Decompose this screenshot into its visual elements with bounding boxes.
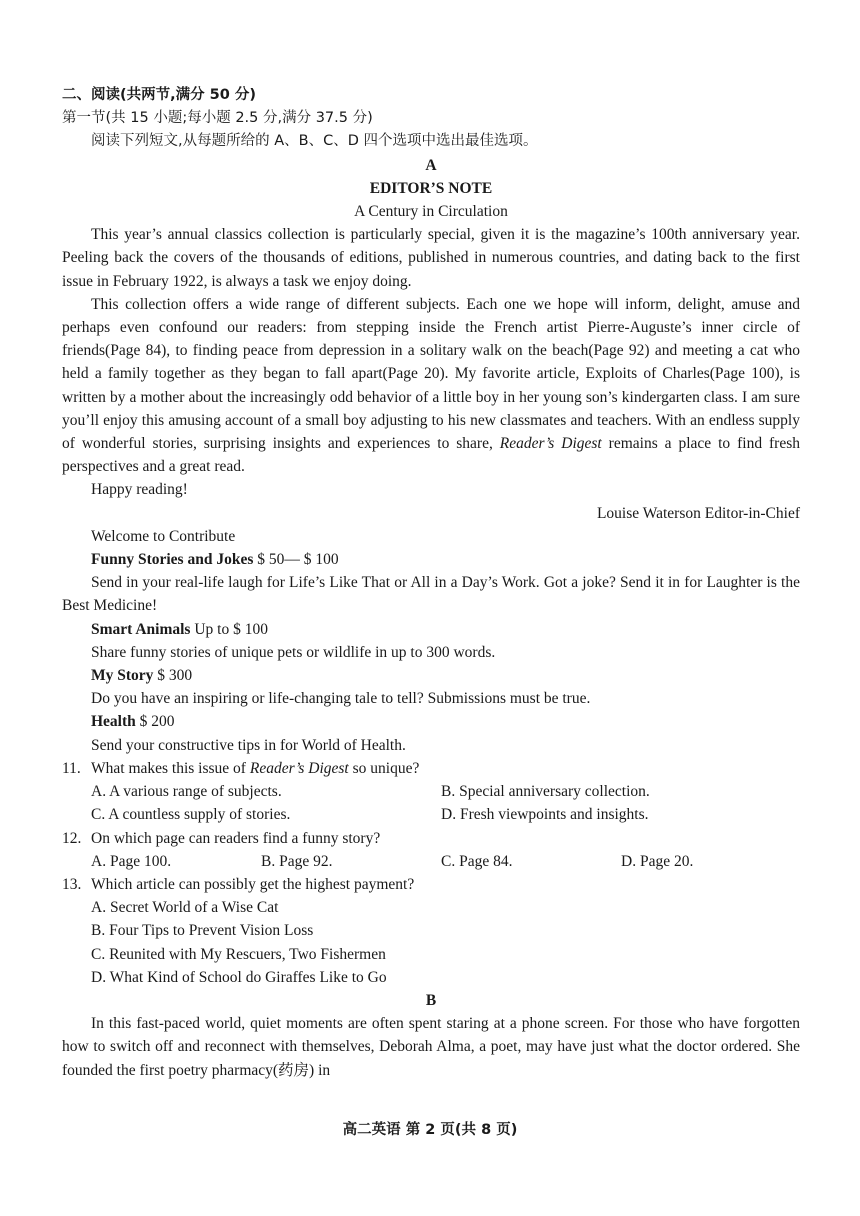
passage-a-letter: A (425, 156, 437, 174)
exam-page (62, 84, 800, 1082)
contribute-item-heading: Funny Stories and Jokes $ 50— $ 100 (91, 551, 339, 569)
question-11-options (62, 780, 800, 826)
option-c: C. A countless supply of stories. (91, 806, 291, 824)
question-13-options (62, 896, 800, 989)
contribute-item-desc: Send in your real-life laugh for Life’s Like That or All in a Day’s Work. Got a joke? Send it in for Laughter is the Best Medicine! (62, 574, 800, 615)
question-stem: Which article can possibly get the highest payment? (91, 875, 415, 893)
question-number: 11. (62, 759, 81, 777)
option-b: B. Page 92. (261, 852, 333, 870)
passage-b-letter: B (425, 991, 437, 1009)
option-d: D. Fresh viewpoints and insights. (441, 806, 649, 824)
option-d: D. Page 20. (621, 852, 694, 870)
contribute-item-desc: Send your constructive tips in for World of Health. (91, 736, 406, 754)
question-number: 13. (62, 875, 82, 893)
contribute-title: Welcome to Contribute (91, 527, 236, 545)
passage-a-paragraph-2: This collection offers a wide range of different subjects. Each one we hope will inform, delight, amuse and perhaps even confound our readers: from stepping inside the French artist Pierre-Auguste’s inner circle of friends(Page 84), to finding peace from depression in a solitary walk on the beach(Page 92) and meeting a cat who held a family together as they began to fall apart(Page 20). My favorite article, Exploits of Charles(Page 100), is written by a mother about the increasingly odd behavior of a little boy in her young son’s kindergarten class. I am sure you’ll enjoy this amusing account of a small boy adjusting to his new classmates and teachers. With an endless supply of wonderful stories, surprising insights and experiences to share, Reader’s Digest remains a place to find fresh perspectives and a great read. (62, 295, 801, 476)
question-stem: On which page can readers find a funny story? (91, 829, 381, 847)
option-c: C. Reunited with My Rescuers, Two Fishermen (91, 945, 386, 963)
question-13 (62, 873, 800, 896)
option-a: A. A various range of subjects. (91, 783, 282, 801)
passage-a-title: EDITOR’S NOTE (369, 179, 493, 197)
instruction-text: 阅读下列短文,从每题所给的 A、B、C、D 四个选项中选出最佳选项。 (91, 133, 538, 150)
question-stem: What makes this issue of Reader’s Digest so unique? (91, 759, 420, 777)
question-12 (62, 827, 800, 850)
option-a: A. Secret World of a Wise Cat (91, 899, 279, 917)
passage-a-subtitle: A Century in Circulation (354, 203, 508, 221)
option-b: B. Special anniversary collection. (441, 783, 650, 801)
contribute-item-heading: Smart Animals Up to $ 100 (91, 620, 268, 638)
closing-line: Happy reading! (91, 481, 188, 499)
question-number: 12. (62, 829, 82, 847)
contribute-item-desc: Do you have an inspiring or life-changing tale to tell? Submissions must be true. (91, 690, 591, 708)
magazine-name: Reader’s Digest (499, 435, 602, 453)
contribute-item-heading: Health $ 200 (91, 713, 175, 731)
subsection-heading: 第一节(共 15 小题;每小题 2.5 分,满分 37.5 分) (62, 110, 373, 127)
option-c: C. Page 84. (441, 852, 513, 870)
passage-a-paragraph-1: This year’s annual classics collection is particularly special, given it is the magazine’s 100th anniversary year. Peeling back the covers of the thousands of editions, published in numerous countries, and dating back to the first issue in February 1922, is always a task we enjoy doing. (62, 226, 800, 290)
question-12-options (62, 850, 800, 873)
passage-b-paragraph-1: In this fast-paced world, quiet moments are often spent staring at a phone screen. For those who have forgotten how to switch off and reconnect with themselves, Deborah Alma, a poet, may have just what the doctor ordered. She founded the first poetry pharmacy(药房) in (62, 1015, 800, 1079)
section-heading: 二、阅读(共两节,满分 50 分) (62, 87, 257, 103)
contribute-item-desc: Share funny stories of unique pets or wildlife in up to 300 words. (91, 643, 496, 661)
option-a: A. Page 100. (91, 852, 172, 870)
option-d: D. What Kind of School do Giraffes Like to Go (91, 968, 387, 986)
option-b: B. Four Tips to Prevent Vision Loss (91, 922, 314, 940)
page-footer: 高二英语 第 2 页(共 8 页) (342, 1122, 518, 1138)
signature: Louise Waterson Editor-in-Chief (596, 504, 800, 522)
contribute-item-heading: My Story $ 300 (91, 667, 193, 685)
question-11 (62, 757, 800, 780)
